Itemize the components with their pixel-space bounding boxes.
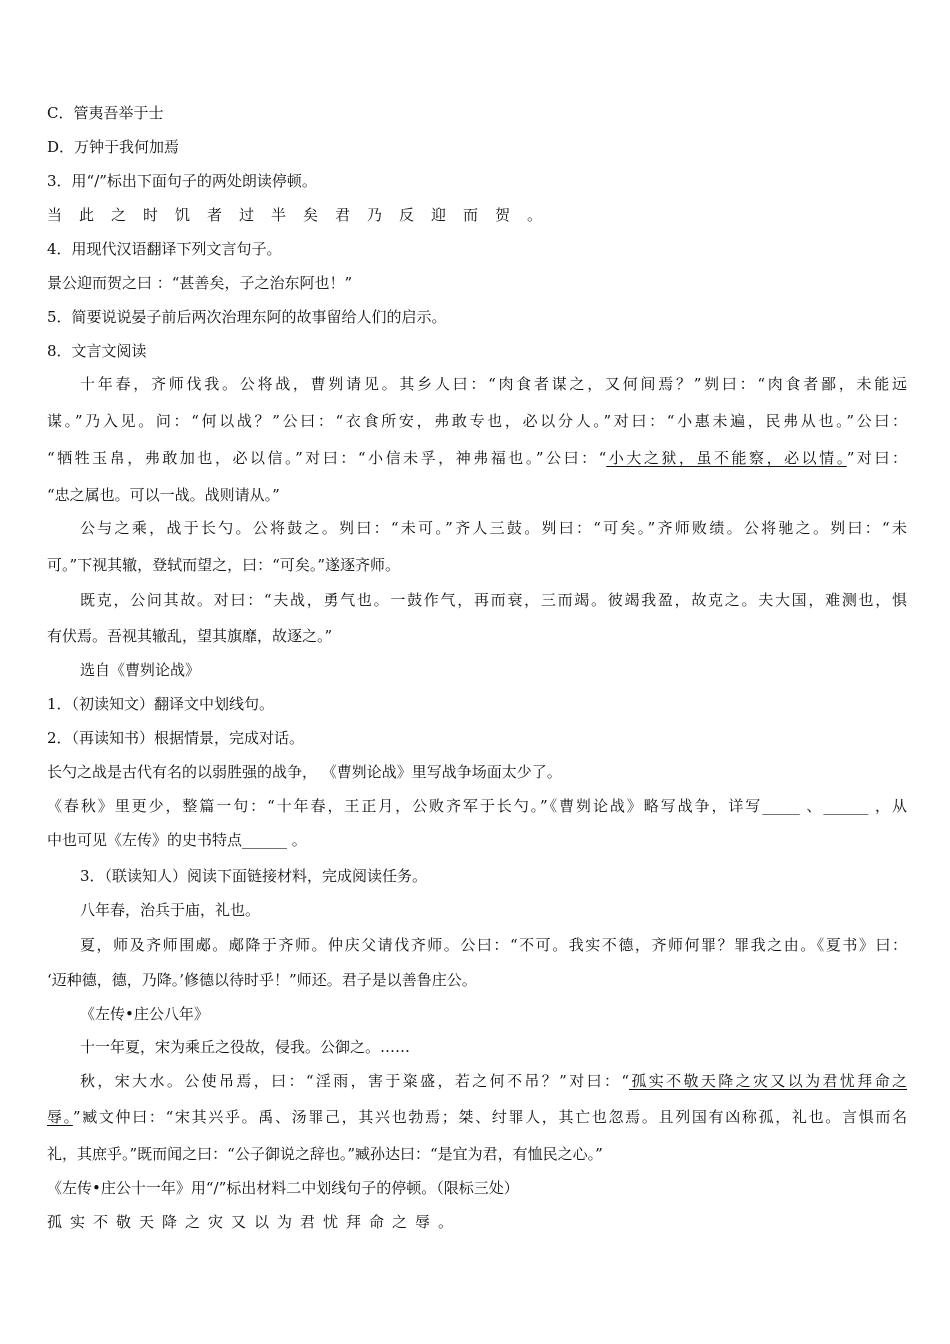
dialogue-line-3: 中也可见《左传》的史书特点______ 。 bbox=[47, 831, 307, 849]
option-d: D．万钟于我何加焉 bbox=[47, 138, 180, 156]
pause-sentence-2: 孤实不敬天降之灾又以为君忧拜命之辱。 bbox=[47, 1213, 462, 1231]
option-c: C．管夷吾举于士 bbox=[47, 104, 164, 122]
material-1-line-1: 八年春，治兵于庙，礼也。 bbox=[80, 901, 261, 919]
subquestion-3: 3．（联读知人）阅读下面链接材料，完成阅读任务。 bbox=[80, 867, 428, 885]
material-2-line-2 bbox=[80, 1071, 907, 1091]
passage-para-2-line-2: 可。”下视其辙，登轼而望之，曰：“可矣。”遂逐齐师。 bbox=[47, 556, 401, 574]
text-segment: “牺牲玉帛，弗敢加也，必以信。”对曰：“小信未孚，神弗福也。”公曰：“ bbox=[47, 449, 607, 467]
dialogue-line-1: 长勺之战是古代有名的以弱胜强的战争， 《曹刿论战》里写战争场面太少了。 bbox=[47, 763, 562, 781]
subquestion-2: 2．（再读知书）根据情景，完成对话。 bbox=[47, 729, 305, 747]
subquestion-1: 1．（初读知文）翻译文中划线句。 bbox=[47, 695, 275, 713]
passage-para-2-line-1: 公与之乘，战于长勺。公将鼓之。刿曰：“未可。”齐人三鼓。刿曰：“可矣。”齐师败绩。公将驰之。刿曰：“未 bbox=[80, 519, 907, 537]
passage-para-3-line-2: 有伏焉。吾视其辙乱，望其旗靡，故逐之。” bbox=[47, 627, 333, 645]
material-2-line-1: 十一年夏，宋为乘丘之役故，侵我。公御之。…… bbox=[80, 1038, 411, 1056]
underlined-sentence-2: 孤实不敬天降之灾又以为君忧拜命之 bbox=[629, 1072, 907, 1090]
material-1-line-2: 夏，师及齐师围郕。郕降于齐师。仲庆父请伐齐师。公曰：“不可。我实不德，齐师何罪？罪我之由。《夏书》曰： bbox=[80, 936, 907, 954]
passage-para-1-line-4: “忠之属也。可以一战。战则请从。” bbox=[47, 486, 280, 504]
pause-sentence-1: 当此之时饥者过半矣君乃反迎而贺。 bbox=[47, 206, 560, 224]
material-2-line-3 bbox=[47, 1107, 907, 1127]
section-8-title: 8．文言文阅读 bbox=[47, 342, 147, 360]
material-2-question: 《左传•庄公十一年》用“/”标出材料二中划线句子的停顿。（限标三处） bbox=[47, 1179, 519, 1197]
question-4: 4．用现代汉语翻译下列文言句子。 bbox=[47, 240, 282, 258]
material-1-source: 《左传•庄公八年》 bbox=[80, 1005, 209, 1023]
question-3: 3．用“/”标出下面句子的两处朗读停顿。 bbox=[47, 172, 317, 190]
passage-para-1-line-3 bbox=[47, 448, 907, 468]
underlined-sentence-2-end: 辱。 bbox=[47, 1108, 73, 1126]
material-1-line-3: ‘迈种德，德，乃降。’修德以待时乎！”师还。君子是以善鲁庄公。 bbox=[47, 971, 477, 989]
passage-para-1-line-1: 十年春，齐师伐我。公将战，曹刿请见。其乡人曰：“肉食者谋之，又何间焉？”刿曰：“肉食者鄙，未能远 bbox=[80, 375, 907, 393]
translate-sentence: 景公迎而贺之曰 ：“甚善矣，子之治东阿也！” bbox=[47, 274, 353, 292]
dialogue-line-2: 《春秋》里更少，整篇一句：“十年春，王正月，公败齐军于长勺。”《曹刿论战》略写战争，详写_____ 、______ ，从 bbox=[47, 797, 907, 815]
passage-para-1-line-2: 谋。”乃入见。问：“何以战？”公曰：“衣食所安，弗敢专也，必以分人。”对曰：“小惠未遍，民弗从也。”公曰： bbox=[47, 412, 907, 430]
passage-source: 选自《曹刿论战》 bbox=[80, 661, 201, 679]
text-segment: ”臧文仲曰：“宋其兴乎。禹、汤罪己，其兴也勃焉；桀、纣罪人，其亡也忽焉。且列国有凶称孤，礼也。言惧而名 bbox=[72, 1108, 907, 1126]
underlined-sentence-1: 小大之狱，虽不能察，必以情。 bbox=[606, 449, 847, 467]
question-5: 5．简要说说晏子前后两次治理东阿的故事留给人们的启示。 bbox=[47, 308, 447, 326]
passage-para-3-line-1: 既克，公问其故。对曰：“夫战，勇气也。一鼓作气，再而衰，三而竭。彼竭我盈，故克之。夫大国，难测也，惧 bbox=[80, 591, 907, 609]
text-segment: ”对曰： bbox=[846, 449, 907, 467]
text-segment: 秋，宋大水。公使吊焉，曰：“淫雨，害于粢盛，若之何不吊？”对曰：“ bbox=[80, 1072, 629, 1090]
material-2-line-4: 礼，其庶乎。”既而闻之曰：“公子御说之辞也。”臧孙达曰：“是宜为君，有恤民之心。” bbox=[47, 1145, 603, 1163]
